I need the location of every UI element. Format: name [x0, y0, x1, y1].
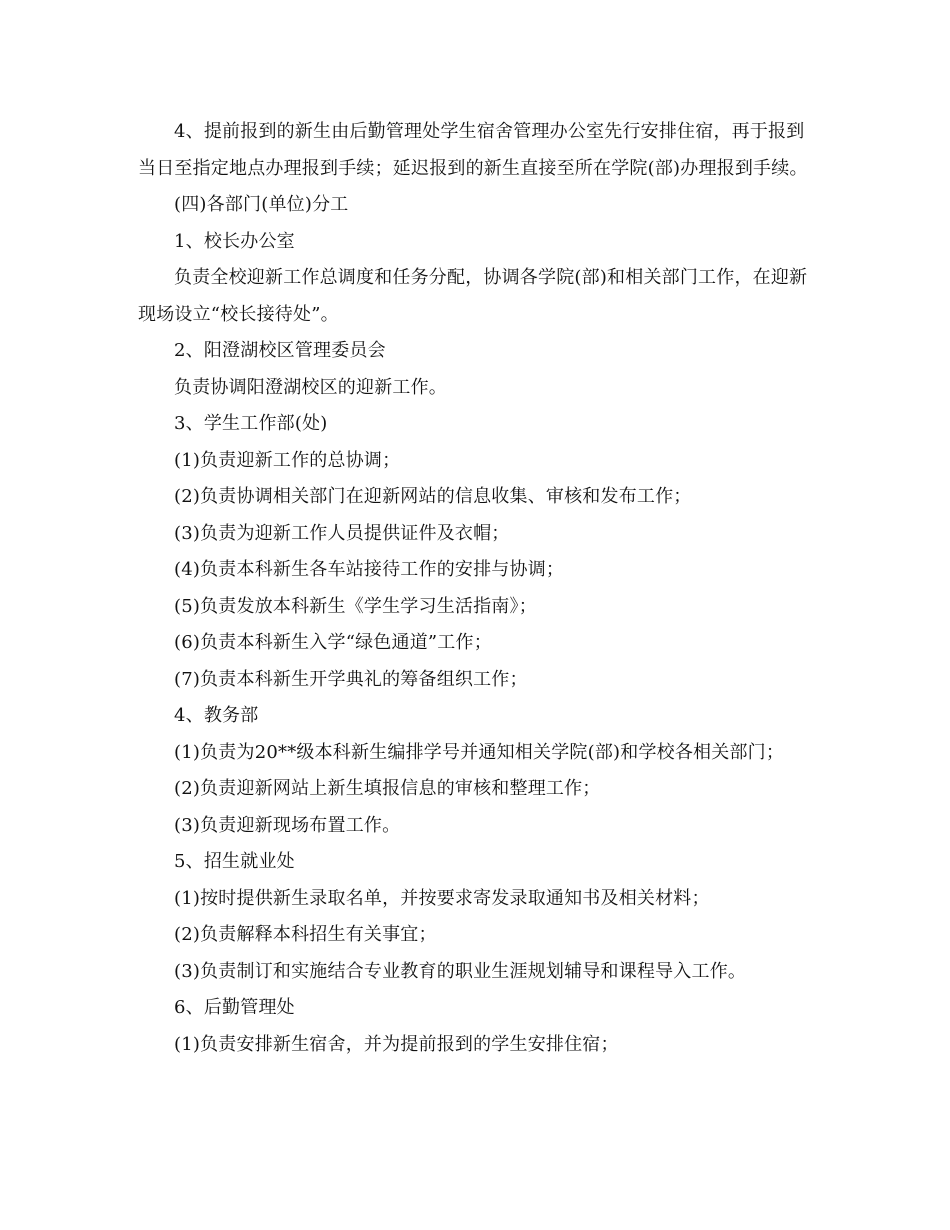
- list-item: (1)负责安排新生宿舍，并为提前报到的学生安排住宿；: [174, 1033, 619, 1055]
- list-item: (1)负责为20**级本科新生编排学号并通知相关学院(部)和学校各相关部门；: [174, 741, 785, 763]
- paragraph-early-arrival: 4、提前报到的新生由后勤管理处学生宿舍管理办公室先行安排住宿，再于报到当日至指定地点办理报到手续；延迟报到的新生直接至所在学院(部)办理报到手续。: [138, 121, 808, 179]
- subheading-admissions-employment: 5、招生就业处: [174, 851, 295, 872]
- list-item: (2)负责协调相关部门在迎新网站的信息收集、审核和发布工作；: [174, 486, 692, 507]
- subheading-yangcheng-lake-committee: 2、阳澄湖校区管理委员会: [174, 340, 386, 361]
- subheading-president-office: 1、校长办公室: [174, 230, 295, 252]
- paragraph-yangcheng-lake-committee: 负责协调阳澄湖校区的迎新工作。: [174, 376, 447, 398]
- list-item: (5)负责发放本科新生《学生学习生活指南》；: [174, 595, 537, 617]
- list-item: (7)负责本科新生开学典礼的筹备组织工作；: [174, 668, 528, 690]
- section-heading-division: (四)各部门(单位)分工: [174, 194, 349, 215]
- list-item: (1)负责迎新工作的总协调；: [174, 449, 401, 471]
- list-item: (3)负责制订和实施结合专业教育的职业生涯规划辅导和课程导入工作。: [174, 960, 747, 982]
- subheading-student-affairs: 3、学生工作部(处): [174, 413, 328, 434]
- paragraph-president-office: 负责全校迎新工作总调度和任务分配，协调各学院(部)和相关部门工作，在迎新现场设立“校长接待处”。: [138, 267, 808, 325]
- list-item: (6)负责本科新生入学“绿色通道”工作；: [174, 632, 492, 653]
- list-item: (2)负责迎新网站上新生填报信息的审核和整理工作；: [174, 778, 601, 799]
- subheading-logistics: 6、后勤管理处: [174, 997, 295, 1018]
- list-item: (4)负责本科新生各车站接待工作的安排与协调；: [174, 559, 565, 580]
- list-item: (3)负责为迎新工作人员提供证件及衣帽；: [174, 522, 510, 544]
- list-item: (1)按时提供新生录取名单，并按要求寄发录取通知书及相关材料；: [174, 887, 710, 909]
- list-item: (2)负责解释本科招生有关事宜；: [174, 924, 437, 945]
- list-item: (3)负责迎新现场布置工作。: [174, 814, 401, 836]
- subheading-academic-affairs: 4、教务部: [174, 705, 259, 726]
- document-body: [138, 114, 818, 1063]
